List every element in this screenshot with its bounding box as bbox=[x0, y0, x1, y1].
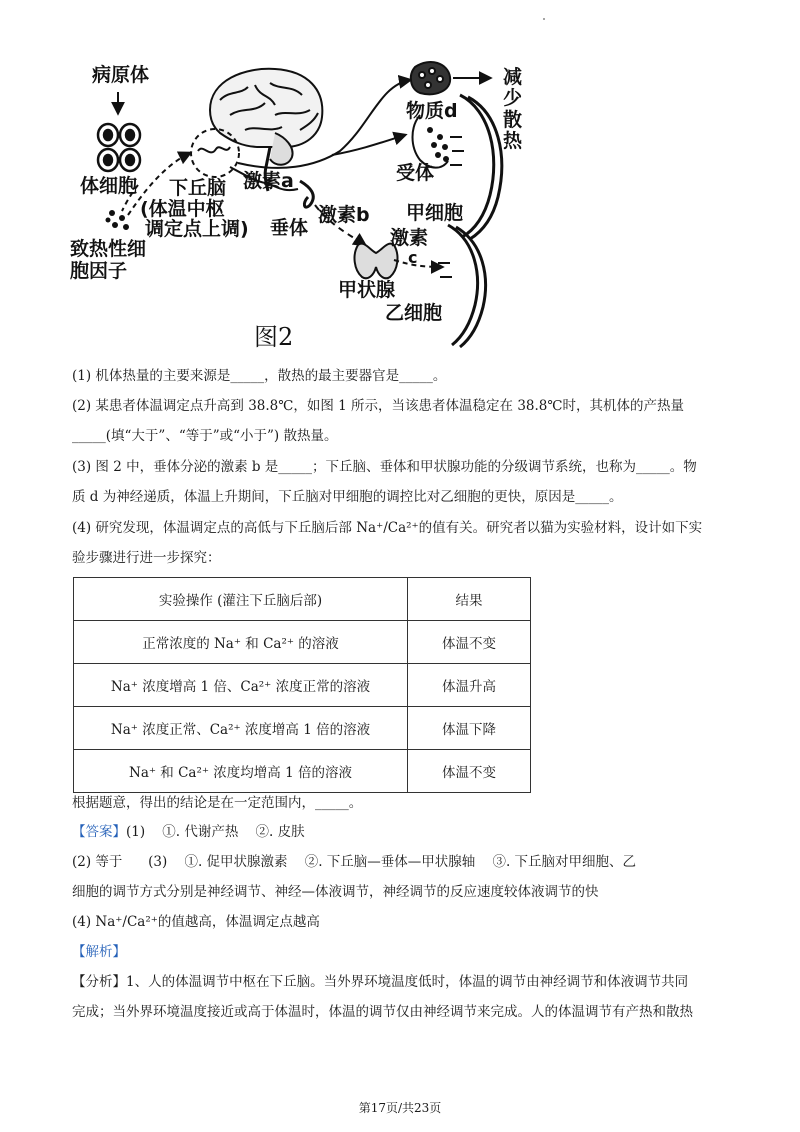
label-hormone-b: 激素b bbox=[318, 204, 370, 226]
substance-d-dots bbox=[427, 127, 449, 162]
label-hypothalamus: 下丘脑 bbox=[169, 177, 227, 199]
analysis-line-1: 【分析】1、人的体温调节中枢在下丘脑。当外界环境温度低时，体温的调节由神经调节和体液调节共同 bbox=[72, 974, 689, 990]
label-hormone-c-line2: c bbox=[408, 248, 418, 267]
question-2-line2: _____(填“大于”、“等于”或“小于”) 散热量。 bbox=[72, 428, 338, 444]
label-substance-d: 物质d bbox=[406, 100, 458, 122]
scan-dot bbox=[543, 18, 545, 20]
analysis-tag: 【解析】 bbox=[72, 944, 126, 960]
label-pyrogen-line1: 致热性细 bbox=[70, 238, 147, 260]
receptor-terminal bbox=[413, 115, 449, 168]
label-cell-b: 乙细胞 bbox=[385, 302, 443, 324]
figure-caption: 图2 bbox=[254, 323, 294, 351]
question-4-line1: (4) 研究发现，体温调定点的高低与下丘脑后部 Na⁺/Ca²⁺的值有关。研究者以猫为实验材料，设计如下实 bbox=[72, 520, 703, 536]
answer-line-1-text: (1) ①. 代谢产热 ②. 皮肤 bbox=[126, 824, 305, 840]
pyrogen-dots-icon bbox=[106, 210, 130, 230]
table-row bbox=[74, 664, 531, 707]
page-footer: 第17页/共23页 bbox=[358, 1101, 442, 1115]
question-4-conclusion: 根据题意，得出的结论是在一定范围内，_____。 bbox=[72, 795, 363, 811]
table-cell-operation: Na⁺ 浓度正常、Ca²⁺ 浓度增高 1 倍的溶液 bbox=[74, 707, 408, 750]
table-row bbox=[74, 707, 531, 750]
table-cell-operation: Na⁺ 浓度增高 1 倍、Ca²⁺ 浓度正常的溶液 bbox=[74, 664, 408, 707]
answer-line-3: 细胞的调节方式分别是神经调节、神经—体液调节，神经调节的反应速度较体液调节的快 bbox=[72, 884, 599, 900]
answer-tag: 【答案】 bbox=[72, 824, 126, 840]
body-cells-icon bbox=[98, 124, 140, 171]
table-header-operation: 实验操作 (灌注下丘脑后部) bbox=[74, 578, 408, 621]
arrow-to-cell-a bbox=[332, 135, 405, 155]
analysis-line-2: 完成；当外界环境温度接近或高于体温时，体温的调节仅由神经调节来完成。人的体温调节有产热和散热 bbox=[72, 1004, 693, 1020]
label-thyroid: 甲状腺 bbox=[338, 279, 396, 301]
answer-line-1 bbox=[72, 822, 732, 842]
label-pathogen: 病原体 bbox=[92, 64, 150, 86]
table-cell-result: 体温不变 bbox=[408, 750, 531, 793]
label-hormone-c-line1: 激素 bbox=[390, 227, 429, 249]
table-cell-operation: Na⁺ 和 Ca²⁺ 浓度均增高 1 倍的溶液 bbox=[74, 750, 408, 793]
arrow-hormone-c bbox=[394, 260, 442, 267]
label-reduce-heat: 减少散热 bbox=[503, 66, 523, 152]
table-header-row bbox=[74, 578, 531, 621]
label-body-cell: 体细胞 bbox=[80, 175, 138, 197]
table-cell-result: 体温下降 bbox=[408, 707, 531, 750]
nerve-terminal-icon bbox=[411, 62, 450, 94]
answer-line-2: (2) 等于 (3) ①. 促甲状腺激素 ②. 下丘脑—垂体—甲状腺轴 ③. 下丘脑对甲细胞、乙 bbox=[72, 854, 637, 870]
table-row bbox=[74, 621, 531, 664]
pituitary-icon bbox=[300, 181, 313, 207]
table-header-result: 结果 bbox=[408, 578, 531, 621]
answer-line-4: (4) Na⁺/Ca²⁺的值越高，体温调定点越高 bbox=[72, 914, 320, 930]
table-cell-result: 体温不变 bbox=[408, 621, 531, 664]
table-cell-result: 体温升高 bbox=[408, 664, 531, 707]
question-1: (1) 机体热量的主要来源是_____，散热的最主要器官是_____。 bbox=[72, 368, 447, 384]
table-cell-operation: 正常浓度的 Na⁺ 和 Ca²⁺ 的溶液 bbox=[74, 621, 408, 664]
label-hormone-a: 激素a bbox=[243, 170, 294, 192]
table-row bbox=[74, 750, 531, 793]
label-pyrogen-line2: 胞因子 bbox=[70, 260, 128, 282]
label-cell-a: 甲细胞 bbox=[406, 202, 464, 224]
figure-2-diagram bbox=[70, 55, 570, 365]
question-3-line1: (3) 图 2 中，垂体分泌的激素 b 是_____；下丘脑、垂体和甲状腺功能的分级调节系统，也称为_____。物 bbox=[72, 459, 697, 475]
question-3-line2: 质 d 为神经递质，体温上升期间，下丘脑对甲细胞的调控比对乙细胞的更快，原因是_____。 bbox=[72, 489, 623, 505]
label-receptor: 受体 bbox=[396, 162, 435, 184]
label-pituitary: 垂体 bbox=[270, 217, 309, 239]
hypothalamus-icon bbox=[198, 147, 230, 152]
experiment-table bbox=[73, 577, 531, 793]
label-hypothalamus-note-2: 调定点上调) bbox=[145, 218, 249, 240]
label-hypothalamus-note-1: (体温中枢 bbox=[140, 198, 225, 220]
cell-b-membrane-icon bbox=[438, 225, 486, 347]
question-4-line2: 验步骤进行进一步探究： bbox=[72, 550, 221, 566]
question-2-line1: (2) 某患者体温调定点升高到 38.8℃，如图 1 所示，当该患者体温稳定在 38.8℃时，其机体的产热量 bbox=[72, 398, 684, 414]
